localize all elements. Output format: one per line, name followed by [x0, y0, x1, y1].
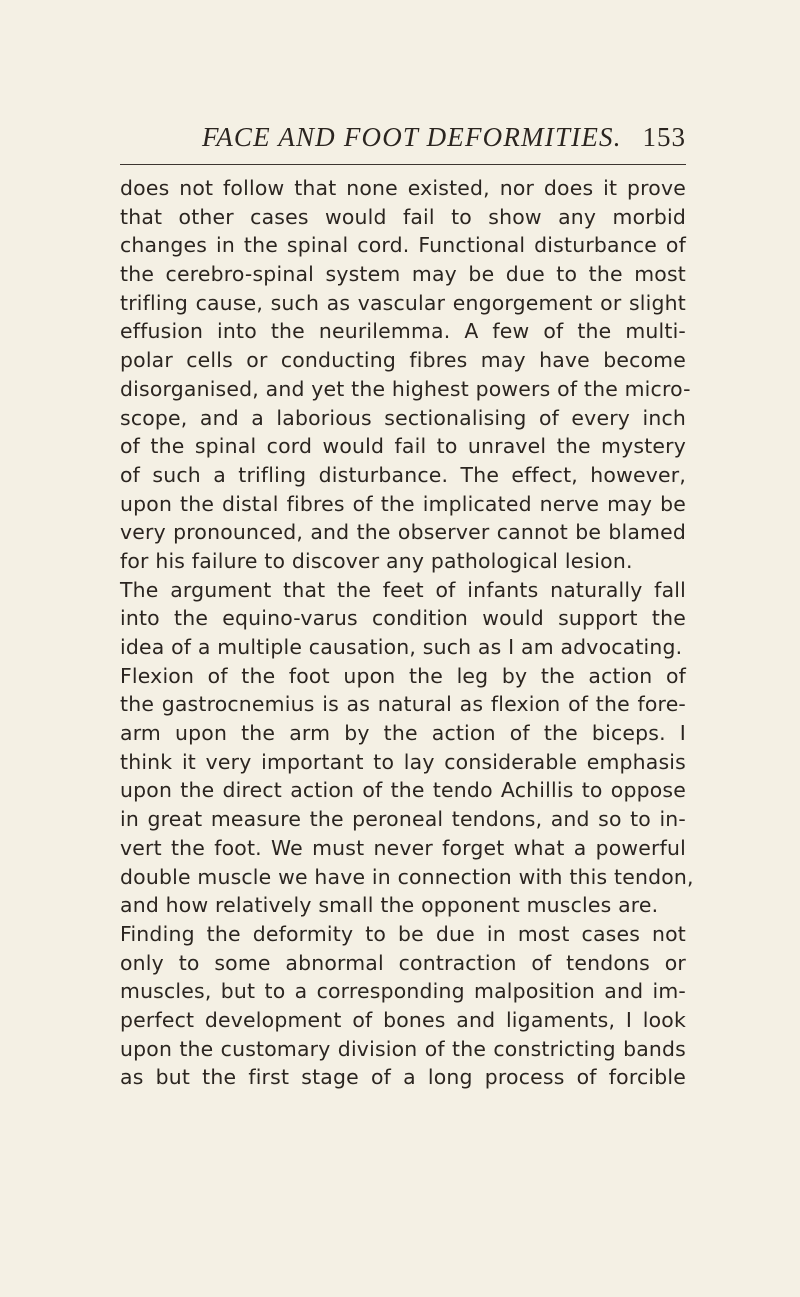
- text-line: The argument that the feet of infants naturally fall: [120, 577, 686, 602]
- text-line: does not follow that none existed, nor does it prove: [120, 176, 686, 200]
- text-line: muscles, but to a corresponding malposition and im-: [120, 979, 686, 1004]
- header-rule: [120, 164, 686, 165]
- body-text: [120, 174, 694, 1092]
- text-line: very pronounced, and the observer cannot be blamed: [120, 520, 686, 545]
- text-line: idea of a multiple causation, such as I am advocating.: [120, 635, 683, 659]
- text-line: scope, and a laborious sectionalising of every inch: [120, 405, 686, 430]
- text-line: polar cells or conducting fibres may have become: [120, 348, 686, 373]
- text-line: only to some abnormal contraction of tendons or: [120, 950, 686, 975]
- running-title: FACE AND FOOT DEFORMITIES.: [202, 122, 622, 152]
- text-line: arm upon the arm by the action of the biceps. I: [120, 721, 686, 746]
- text-line: perfect development of bones and ligaments, I look: [120, 1007, 686, 1032]
- text-line: as but the first stage of a long process of forcible: [120, 1065, 686, 1090]
- text-line: effusion into the neurilemma. A few of the multi-: [120, 319, 686, 344]
- text-line: for his failure to discover any pathological lesion.: [120, 548, 633, 573]
- text-line: in great measure the peroneal tendons, and so to in-: [120, 807, 686, 832]
- text-line: double muscle we have in connection with this tendon,: [120, 864, 694, 889]
- page-header: [120, 122, 686, 162]
- text-line: Flexion of the foot upon the leg by the action of: [120, 663, 686, 688]
- text-line: the gastrocnemius is as natural as flexion of the fore-: [120, 692, 686, 717]
- text-line: changes in the spinal cord. Functional disturbance of: [120, 233, 686, 258]
- text-line: of such a trifling disturbance. The effect, however,: [120, 462, 686, 487]
- text-line: of the spinal cord would fail to unravel the mystery: [120, 434, 686, 459]
- text-line: disorganised, and yet the highest powers of the micro-: [120, 376, 691, 401]
- text-line: that other cases would fail to show any morbid: [120, 204, 686, 229]
- text-line: and how relatively small the opponent muscles are.: [120, 893, 659, 918]
- text-line: into the equino-varus condition would support the: [120, 606, 686, 631]
- text-line: vert the foot. We must never forget what a powerful: [120, 835, 686, 860]
- text-line: think it very important to lay considerable emphasis: [120, 749, 686, 774]
- text-line: Finding the deformity to be due in most cases not: [120, 921, 686, 946]
- text-line: upon the distal fibres of the implicated nerve may be: [120, 491, 686, 516]
- text-line: upon the customary division of the constricting bands: [120, 1036, 686, 1061]
- text-line: trifling cause, such as vascular engorgement or slight: [120, 290, 686, 315]
- page-number: 153: [642, 122, 686, 152]
- text-line: the cerebro-spinal system may be due to the most: [120, 262, 686, 287]
- text-line: upon the direct action of the tendo Achillis to oppose: [120, 778, 686, 803]
